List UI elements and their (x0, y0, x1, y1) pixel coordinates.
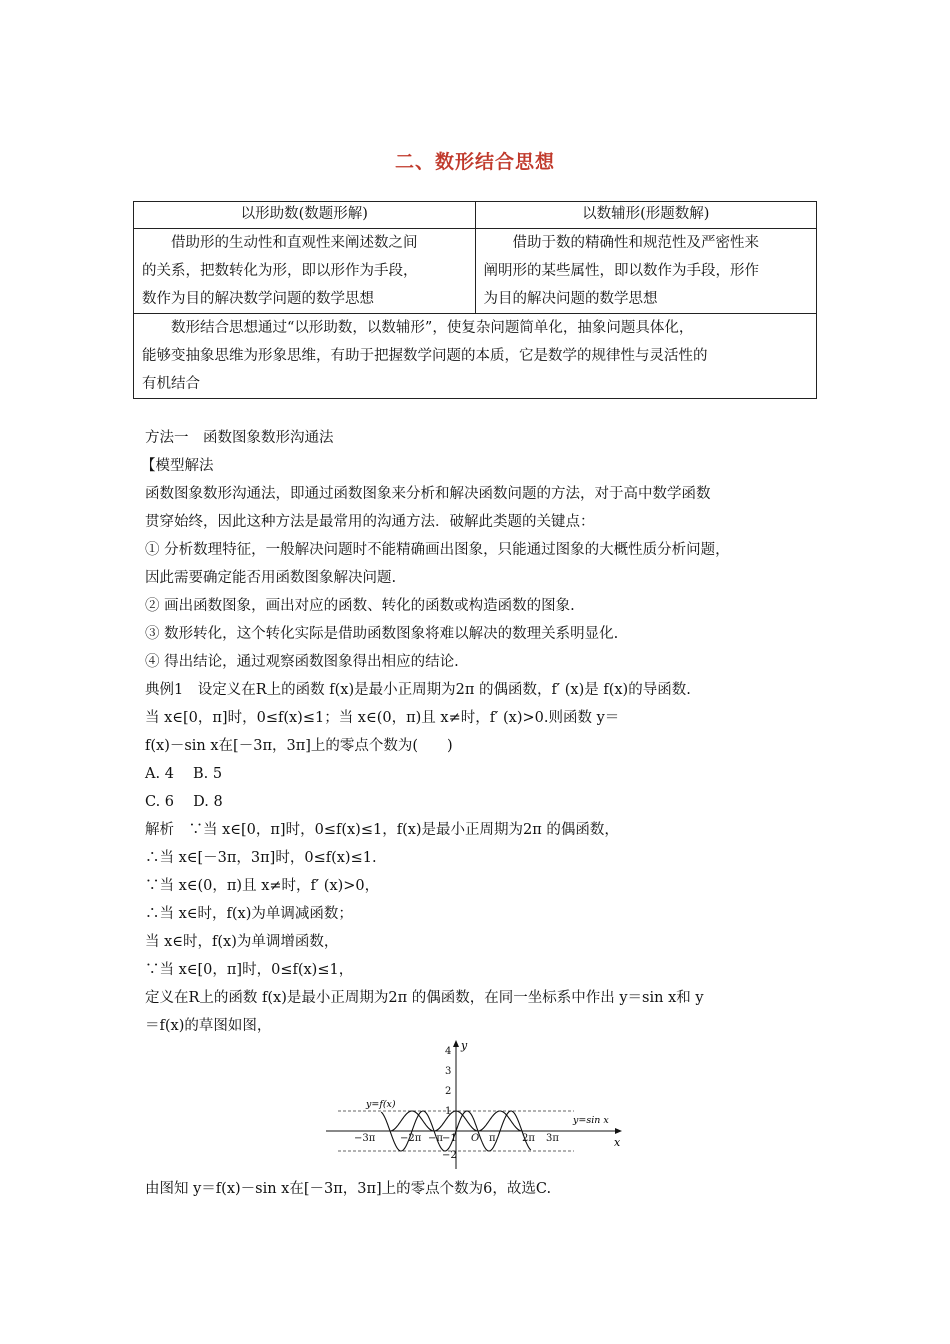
example-line: 典例1 设定义在R上的函数 f(x)是最小正周期为2π 的偶函数，f′ (x)是 f(x)的导函数. (145, 682, 691, 698)
step-line: ③ 数形转化，这个转化实际是借助函数图象将难以解决的数理关系明显化. (145, 626, 619, 642)
cell-line: 的关系，把数转化为形，即以形作为手段， (142, 263, 418, 279)
step-line: ② 画出函数图象，画出对应的函数、转化的函数或构造函数的图象. (145, 598, 575, 614)
x-tick: π (489, 1133, 496, 1144)
example-line: f(x)－sin x在[－3π，3π]上的零点个数为( ) (145, 738, 453, 754)
y-tick: −1 (442, 1133, 457, 1144)
y-tick: 1 (445, 1106, 452, 1117)
table-cell-bottom (134, 314, 817, 399)
x-tick: O (471, 1133, 480, 1144)
y-tick: 2 (445, 1086, 452, 1097)
x-tick: −2π (400, 1133, 422, 1144)
y-tick: 3 (445, 1066, 452, 1077)
conclusion-line: 由图知 y＝f(x)－sin x在[－3π，3π]上的零点个数为6，故选C. (145, 1181, 552, 1197)
example-line: 当 x∈[0，π]时，0≤f(x)≤1；当 x∈(0，π)且 x≠时，f′ (x)>0.则函数 y＝ (145, 710, 620, 726)
x-axis-label: x (614, 1136, 621, 1149)
content-body (141, 424, 825, 1040)
x-tick: −3π (354, 1133, 376, 1144)
cell-line: 借助形的生动性和直观性来阐述数之间 (171, 235, 418, 251)
y-tick: 4 (445, 1046, 452, 1057)
solution-line: ∴当 x∈时，f(x)为单调减函数； (145, 906, 353, 922)
comparison-table (133, 201, 817, 399)
step-line: ① 分析数理特征，一般解决问题时不能精确画出图象，只能通过图象的大概性质分析问题， (145, 542, 730, 558)
option-line: A. 4 B. 5 (145, 766, 223, 782)
sin-label: y=sin x (573, 1115, 609, 1126)
solution-line: ∵当 x∈(0，π)且 x≠时，f′ (x)>0， (145, 878, 380, 894)
y-axis-arrow (453, 1040, 459, 1047)
solution-line: 定义在R上的函数 f(x)是最小正周期为2π 的偶函数，在同一坐标系中作出 y＝sin x和 y (145, 990, 704, 1006)
table-cell-right (475, 229, 817, 314)
table-head-right: 以数辅形(形题数解) (475, 202, 817, 229)
cell-line: 数形结合思想通过“以形助数，以数辅形”，使复杂问题简单化，抽象问题具体化， (171, 320, 694, 336)
model-heading: 【模型解法 (141, 458, 214, 474)
solution-line: ∵当 x∈[0，π]时，0≤f(x)≤1， (145, 962, 354, 978)
f-label: y=f(x) (366, 1099, 396, 1110)
step-line: ④ 得出结论，通过观察函数图象得出相应的结论. (145, 654, 459, 670)
x-tick: 3π (546, 1133, 559, 1144)
cell-line: 数作为目的解决数学问题的数学思想 (142, 291, 374, 307)
cell-line: 能够变抽象思维为形象思维，有助于把握数学问题的本质，它是数学的规律性与灵活性的 (142, 348, 708, 364)
page-title: 二、数形结合思想 (394, 151, 555, 173)
solution-line: 解析 ∵当 x∈[0，π]时，0≤f(x)≤1，f(x)是最小正周期为2π 的偶函数， (145, 822, 619, 838)
solution-line: ＝f(x)的草图如图， (145, 1018, 272, 1034)
x-axis-arrow (615, 1128, 622, 1134)
solution-line: 当 x∈时，f(x)为单调增函数， (145, 934, 339, 950)
function-graph (324, 1037, 628, 1171)
intro-line: 贯穿始终，因此这种方法是最常用的沟通方法．破解此类题的关键点： (145, 514, 595, 530)
option-line: C. 6 D. 8 (145, 794, 223, 810)
y-tick: −2 (442, 1150, 457, 1161)
x-tick: 2π (522, 1133, 535, 1144)
cell-line: 有机结合 (142, 376, 200, 392)
cell-line: 为目的解决问题的数学思想 (483, 291, 658, 307)
section-heading: 方法一 函数图象数形沟通法 (145, 430, 334, 446)
cell-line: 借助于数的精确性和规范性及严密性来 (512, 235, 759, 251)
table-cell-left (134, 229, 476, 314)
y-ticks (442, 1046, 457, 1161)
step-line: 因此需要确定能否用函数图象解决问题. (145, 570, 397, 586)
y-axis-label: y (461, 1039, 468, 1052)
cell-line: 阐明形的某些属性，即以数作为手段，形作 (483, 263, 759, 279)
solution-line: ∴当 x∈[－3π，3π]时，0≤f(x)≤1. (145, 850, 377, 866)
intro-line: 函数图象数形沟通法，即通过函数图象来分析和解决函数问题的方法，对于高中数学函数 (145, 486, 711, 502)
x-tick: −π (428, 1133, 443, 1144)
table-head-left: 以形助数(数题形解) (134, 202, 476, 229)
